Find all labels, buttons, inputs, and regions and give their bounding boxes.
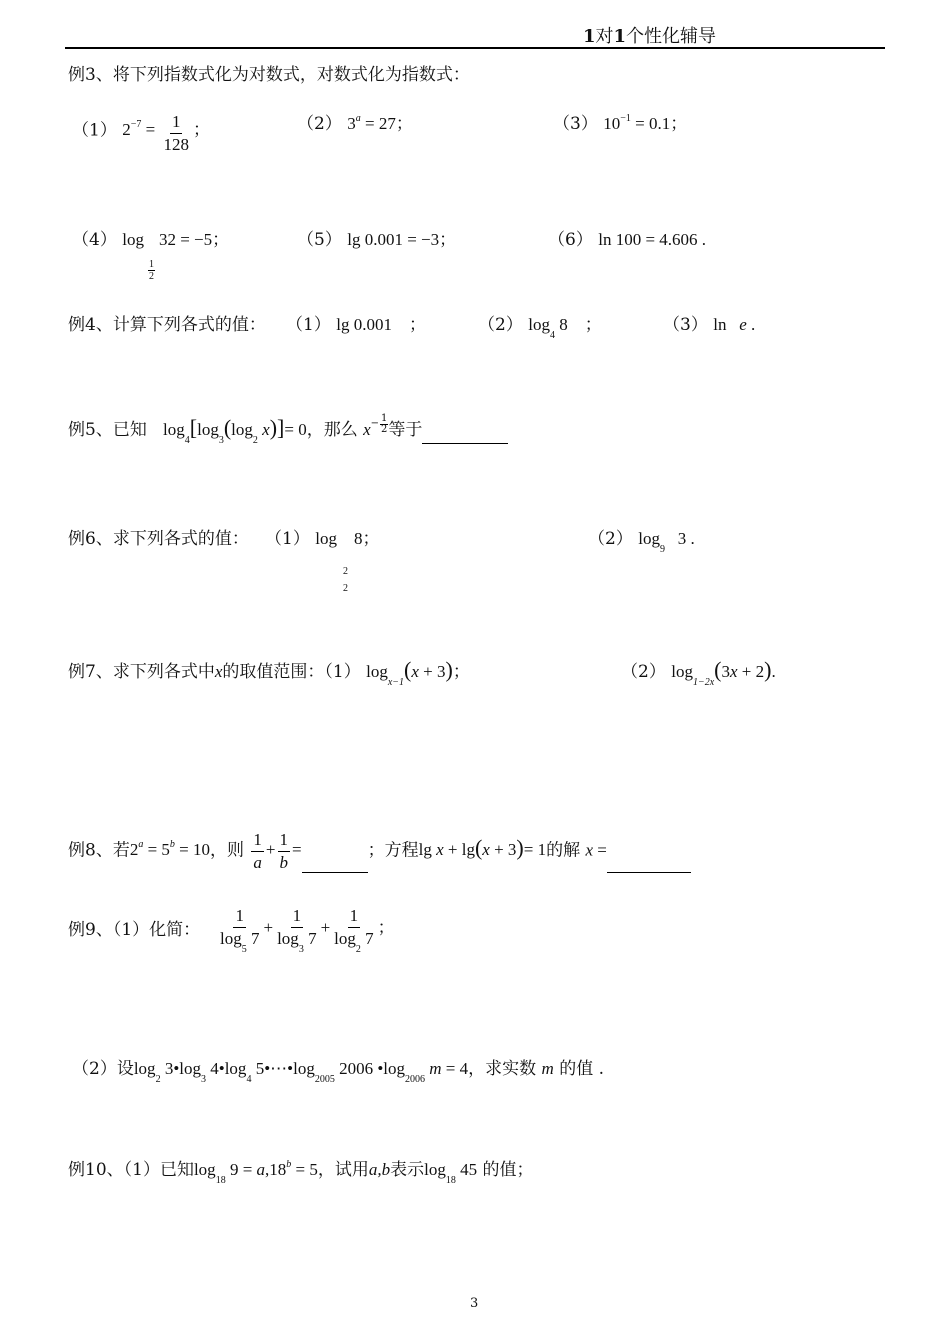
ex8-answer-blank-2 — [607, 858, 691, 873]
ex3-label-5: （5） — [297, 230, 342, 250]
ex3-label-4: （4） — [72, 230, 117, 250]
ex10-ab: a,b — [368, 1160, 391, 1179]
ex7-expr-2: $\log_{1-2x}(3x + 2)$. — [671, 657, 776, 688]
ex7-expr-1: $\log_{x-1}(x + 3)$； — [366, 657, 470, 688]
ex10-title: 例10、（1）已知 — [68, 1160, 194, 1180]
ex3-item-5 — [297, 229, 456, 251]
ex8-sol-var: x = — [585, 840, 607, 860]
ex9-question-a: ，求实数 — [468, 1059, 537, 1079]
ex7-label-2: （2） — [621, 662, 666, 682]
ex8-expr: $2^a = 5^b = 10$ — [129, 839, 211, 860]
ex6-title: 例6、求下列各式的值： — [68, 529, 249, 549]
ex7-var: x — [214, 662, 223, 681]
ex7-label-1: （1） — [324, 662, 361, 682]
ex5-x: x — [363, 420, 371, 439]
ex7-item-2 — [621, 659, 776, 686]
header-text-tail: 个性化辅导 — [626, 26, 717, 47]
ex4-line — [68, 314, 266, 336]
ex8-equation: lg x + lg(x + 3)= 1 — [418, 835, 547, 861]
ex5-then: ，那么 — [306, 420, 358, 440]
ex8-line — [68, 830, 691, 873]
ex3-item-6 — [548, 229, 706, 251]
ex3-expr-5: lg 0.001 = −3； — [347, 230, 457, 249]
ex3-expr-3: $10^{-1} = 0.1$； — [603, 113, 688, 133]
ex9-expr-1: $\frac{1}{\log_5 7}$ + $\frac{1}{\log_3 7}$ + $\frac{1}{\log_2 7}$ ； — [220, 906, 395, 955]
ex7-title-b: 的取值范围： — [222, 662, 325, 682]
ex5-exponent: − $\frac{1}{2}$ — [370, 412, 388, 435]
ex10-show: 表示 — [390, 1160, 425, 1180]
ex6-item-2 — [588, 528, 695, 553]
ex8-fractions: $\frac{1}{a}$ + $\frac{1}{b}$ = — [253, 830, 302, 872]
ex9-label-2: （2）设 — [72, 1059, 134, 1079]
ex3-label-1: （1） — [72, 120, 117, 141]
ex9-item-2 — [72, 1058, 604, 1083]
ex4-item-3 — [663, 314, 755, 336]
ex7-title-a: 例7、求下列各式中 — [68, 662, 215, 682]
ex4-expr-3: ln e . — [713, 315, 756, 334]
ex3-item-2 — [297, 113, 413, 138]
ex9-title: 例9、（1）化简： — [68, 920, 201, 940]
ex8-then: ，则 — [210, 840, 245, 861]
ex5-answer-blank — [422, 427, 508, 444]
ex4-label-1: （1） — [286, 315, 331, 335]
header-text-mid: 对 — [595, 26, 614, 47]
ex6-item-1 — [265, 528, 379, 597]
ex3-expr-4: log $\frac{1}{2}$ 32 = −5； — [122, 230, 230, 282]
ex8-answer-blank-1 — [302, 856, 368, 873]
ex5-title: 例5、已知 — [68, 420, 147, 440]
ex9-question-b: 的值 . — [559, 1059, 605, 1079]
ex3-label-2: （2） — [297, 114, 342, 134]
ex4-item-2 — [478, 314, 602, 339]
header-number-1: 1 — [583, 26, 596, 47]
ex10-use: ，试用 — [317, 1160, 369, 1180]
ex4-title: 例4、计算下列各式的值： — [68, 315, 266, 335]
ex5-equals: 等于 — [388, 420, 423, 440]
ex7-line — [68, 659, 470, 686]
ex3-label-6: （6） — [548, 230, 593, 250]
ex5-expr: $\log_4[\log_3(\log_2$ x)]= 0 — [163, 415, 307, 446]
ex4-expr-1: lg 0.001 ； — [336, 315, 426, 334]
ex3-expr-6: ln 100 = 4.606 . — [598, 230, 707, 249]
ex3-expr-2: 3$^a$ = 27； — [347, 113, 413, 133]
ex4-item-1 — [286, 314, 426, 336]
ex10-target: $\log_{18} 45$ — [424, 1160, 478, 1186]
ex10-given: $\log_{18} 9 = a,18^b = 5$ — [193, 1159, 318, 1186]
ex10-line — [68, 1159, 534, 1184]
page-number: 3 — [470, 1296, 479, 1311]
ex3-title: 例3、将下列指数式化为对数式，对数式化为指数式： — [68, 65, 470, 85]
ex6-expr-2: $\log_9 3$ . — [638, 529, 695, 555]
ex3-item-4 — [72, 229, 229, 282]
ex4-label-3: （3） — [663, 315, 708, 335]
ex3-label-3: （3） — [553, 114, 598, 134]
header-number-2: 1 — [613, 26, 627, 47]
ex10-end: 的值； — [482, 1160, 534, 1180]
ex9-question-var: m — [541, 1059, 554, 1078]
ex4-label-2: （2） — [478, 315, 523, 335]
page-header — [583, 22, 716, 48]
ex6-expr-1: log 2 2 8； — [315, 529, 380, 594]
ex6-label-1: （1） — [265, 529, 310, 549]
ex6-line — [68, 528, 249, 550]
header-rule — [65, 47, 885, 49]
ex8-sep: ；方程 — [367, 840, 419, 861]
ex3-expr-1: $2^{-7}$ = $\frac{1}{128}$ ； — [122, 112, 210, 154]
ex3-item-1 — [72, 110, 210, 153]
ex8-title: 例8、若 — [68, 840, 130, 861]
ex8-sol: 的解 — [546, 840, 581, 861]
ex5-line — [68, 412, 508, 446]
ex4-expr-2: $\log_4 8$ ； — [528, 315, 602, 341]
ex9-expr-2: $\log_2$ $3•\log_3$ $4•\log_4$ $5•\cdots•\log_{2005}$ 2006 $•\log_{2006}$ m = 4 — [133, 1059, 469, 1085]
ex3-item-3 — [553, 113, 687, 138]
ex6-label-2: （2） — [588, 529, 633, 549]
